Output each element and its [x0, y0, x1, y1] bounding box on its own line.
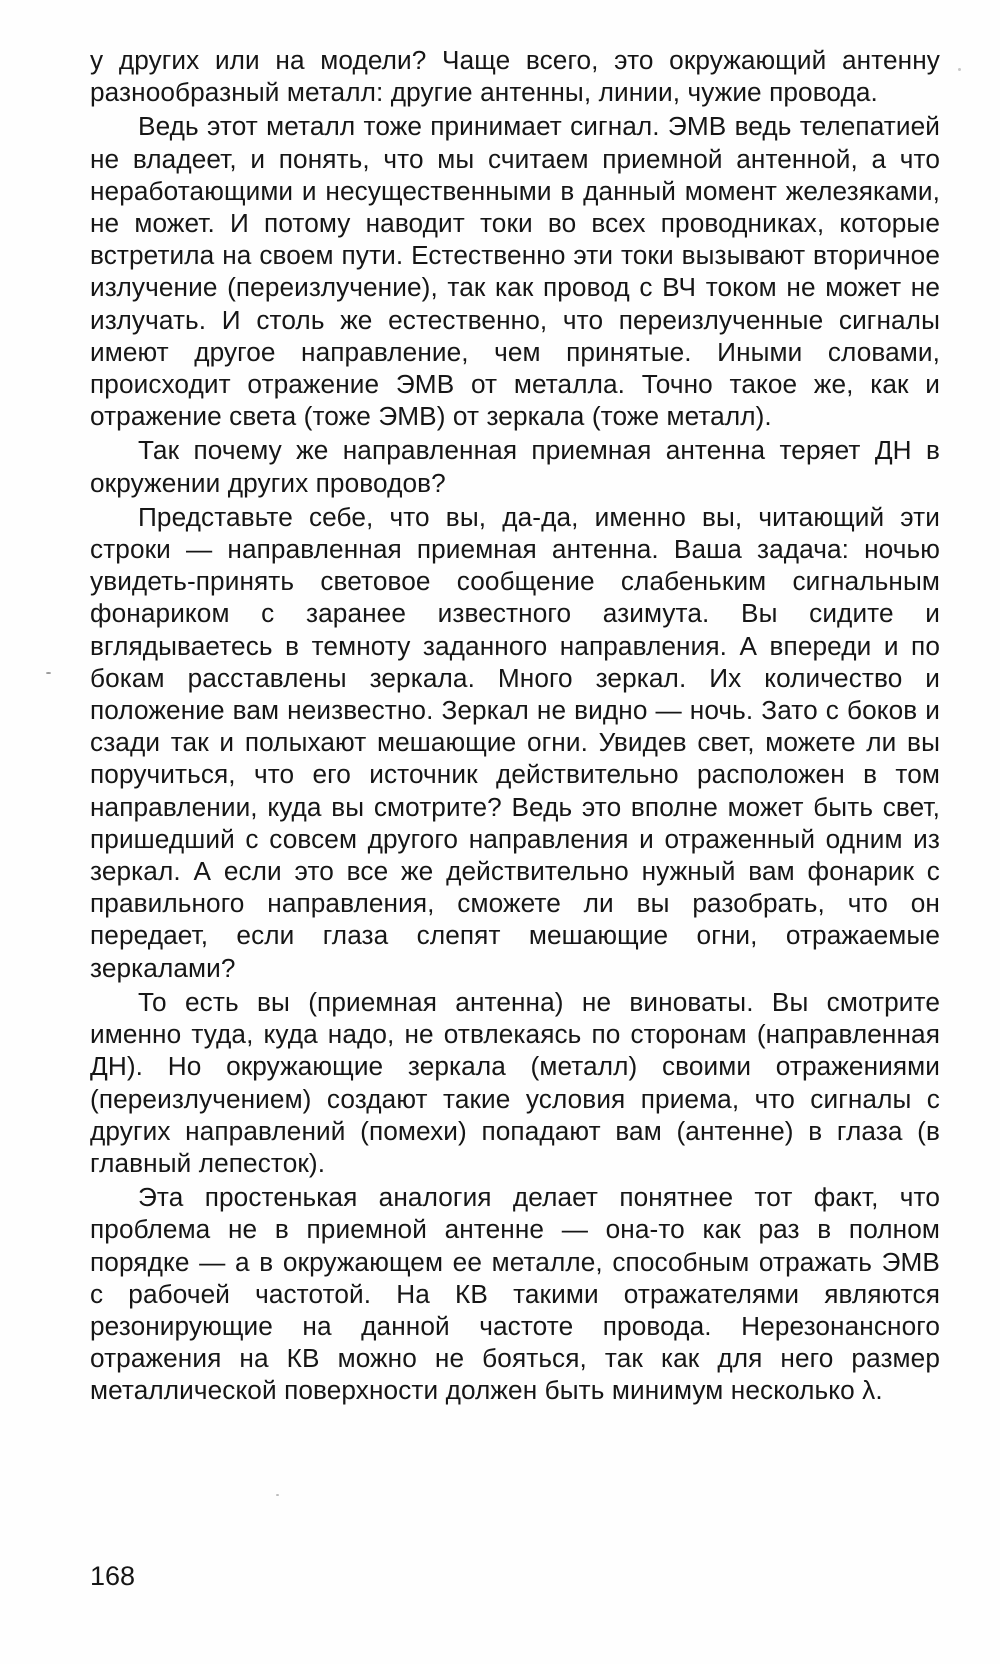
page-number: 168	[90, 1561, 136, 1591]
scan-speck	[46, 672, 51, 674]
paragraph-analogy: Представьте себе, что вы, да-да, именно вы, читающий эти строки — направленная приемная антенна. Ваша задача: ночью увидеть-принять световое сообщение слабеньким сигнальным фонариком с заранее известного азимута. Вы сидите и вглядываетесь в темноту заданного направления. А впереди и по бокам расставлены зеркала. Много зеркал. Их количество и положение вам неизвестно. Зеркал не видно — ночь. Зато с боков и сзади так и полыхают мешающие огни. Увидев свет, можете ли вы поручиться, что его источник действительно расположен в том направлении, куда вы смотрите? Ведь это вполне может быть свет, пришедший с совсем другого направления и отраженный одним из зеркал. А если это все же действительно нужный вам фонарик с правильного направления, сможете ли вы разобрать, что он передает, если глаза слепят мешающие огни, отражаемые зеркалами?	[90, 501, 940, 983]
paragraph-summary: Эта простенькая аналогия делает понятнее тот факт, что проблема не в приемной антенне — она-то как раз в полном порядке — а в окружающем ее металле, способным отражать ЭМВ с рабочей частотой. На КВ такими отражателями являются резонирующие на данной частоте провода. Нерезонансного отражения на КВ можно не бояться, так как для него размер металлической поверхности должен быть минимум несколько λ.	[90, 1182, 940, 1406]
scan-speck	[276, 1494, 279, 1496]
scan-speck	[958, 68, 961, 71]
paragraph-conclusion: То есть вы (приемная антенна) не виноваты. Вы смотрите именно туда, куда надо, не отвлекаясь по сторонам (направленная ДН). Но окружающие зеркала (металл) своими отражениями (переизлучением) создают такие условия приема, что сигналы с других направлений (помехи) попадают вам (антенне) в глаза (в главный лепесток).	[90, 986, 940, 1178]
body-text	[90, 44, 940, 1407]
paragraph-question: Так почему же направленная приемная антенна теряет ДН в окружении других проводов?	[90, 435, 940, 498]
paragraph-metal-reflection: Ведь этот металл тоже принимает сигнал. ЭМВ ведь телепатией не владеет, и понять, что мы считаем приемной антенной, а что неработающими и несущественными в данный момент железяками, не может. И потому наводит токи во всех проводниках, которые встретила на своем пути. Естественно эти токи вызывают вторичное излучение (переизлучение), так как провод с ВЧ током не может не излучать. И столь же естественно, что переизлученные сигналы имеют другое направление, чем принятые. Иными словами, происходит отражение ЭМВ от металла. Точно такое же, как и отражение света (тоже ЭМВ) от зеркала (тоже металл).	[90, 111, 940, 432]
paragraph-continuation: у других или на модели? Чаще всего, это окружающий антенну разнообразный металл: другие антенны, линии, чужие провода.	[90, 45, 940, 108]
